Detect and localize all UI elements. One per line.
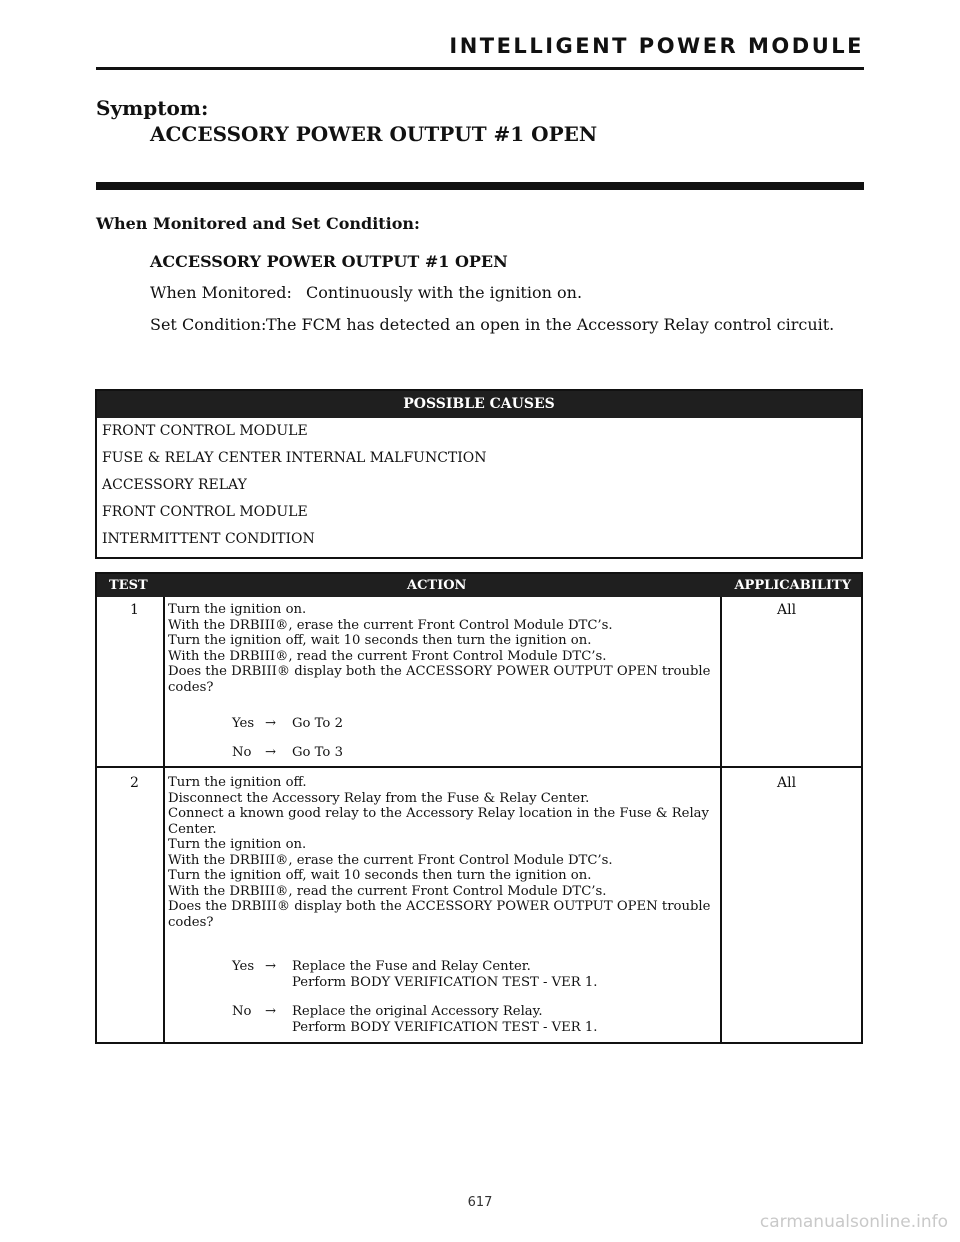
test-number: 2 — [130, 775, 139, 791]
test-applicability: All — [777, 602, 797, 618]
answer-label: Yes — [232, 959, 255, 974]
column-divider — [163, 597, 165, 1042]
action-line: Does the DRBIII® display both the ACCESSORY POWER OUTPUT OPEN trouble — [168, 664, 711, 679]
column-divider — [720, 597, 722, 1042]
action-line: Center. — [168, 821, 217, 837]
action-line: With the DRBIII®, read the current Front Control Module DTC’s. — [168, 883, 607, 899]
action-line: Turn the ignition off, wait 10 seconds then turn the ignition on. — [168, 868, 592, 883]
answer-result: Go To 2 — [292, 716, 343, 731]
header-rule — [96, 67, 864, 70]
cause-item: FRONT CONTROL MODULE — [102, 423, 308, 439]
possible-causes-table — [95, 389, 863, 559]
cause-item: FUSE & RELAY CENTER INTERNAL MALFUNCTION — [102, 450, 487, 466]
action-line: codes? — [168, 914, 214, 930]
action-line: Disconnect the Accessory Relay from the Fuse & Relay Center. — [168, 790, 590, 806]
test-action-table — [95, 572, 863, 1044]
answer-yes — [232, 716, 343, 732]
answer-no — [232, 1004, 597, 1035]
test-applicability: All — [777, 775, 797, 791]
action-line: Does the DRBIII® display both the ACCESSORY POWER OUTPUT OPEN trouble — [168, 899, 711, 914]
col-applicability-header: APPLICABILITY — [734, 578, 851, 593]
answer-result: Perform BODY VERIFICATION TEST - VER 1. — [292, 1019, 598, 1035]
action-line: codes? — [168, 679, 214, 695]
answer-no — [232, 745, 343, 761]
page-number: 617 — [467, 1195, 493, 1210]
conditions-title: ACCESSORY POWER OUTPUT #1 OPEN — [150, 252, 508, 271]
cause-item: FRONT CONTROL MODULE — [102, 504, 308, 520]
action-line: Turn the ignition off. — [168, 775, 307, 790]
row-divider — [97, 766, 861, 768]
arrow-icon: → — [265, 959, 277, 974]
cause-item: INTERMITTENT CONDITION — [102, 531, 315, 547]
possible-causes-heading: POSSIBLE CAUSES — [97, 391, 861, 418]
cause-item: ACCESSORY RELAY — [102, 477, 247, 493]
action-line: With the DRBIII®, read the current Front Control Module DTC’s. — [168, 648, 607, 664]
arrow-icon: → — [265, 1004, 277, 1019]
when-monitored-value: Continuously with the ignition on. — [306, 283, 583, 302]
arrow-icon: → — [265, 716, 277, 731]
answer-label: Yes — [232, 716, 255, 731]
answer-result: Go To 3 — [292, 745, 343, 760]
answer-label: No — [232, 745, 252, 760]
section-divider — [96, 182, 864, 190]
test-action — [168, 602, 718, 695]
action-line: Turn the ignition on. — [168, 837, 307, 852]
watermark: carmanualsonline.info — [759, 1212, 948, 1232]
answer-result: Replace the original Accessory Relay. — [292, 1004, 543, 1019]
action-line: With the DRBIII®, erase the current Front Control Module DTC’s. — [168, 617, 613, 633]
set-condition-value: The FCM has detected an open in the Accessory Relay control circuit. — [266, 315, 835, 334]
conditions-heading: When Monitored and Set Condition: — [96, 214, 420, 233]
answer-label: No — [232, 1004, 252, 1019]
answer-result: Replace the Fuse and Relay Center. — [292, 959, 531, 974]
page-header-title: INTELLIGENT POWER MODULE — [449, 34, 864, 58]
test-table-header — [97, 574, 861, 597]
set-condition-label: Set Condition: — [150, 315, 267, 334]
test-action — [168, 775, 718, 930]
arrow-icon: → — [265, 745, 277, 760]
symptom-name: ACCESSORY POWER OUTPUT #1 OPEN — [150, 122, 598, 146]
action-line: With the DRBIII®, erase the current Front Control Module DTC’s. — [168, 852, 613, 868]
test-number: 1 — [130, 602, 139, 618]
action-line: Turn the ignition on. — [168, 602, 307, 617]
col-action-header: ACTION — [407, 578, 467, 593]
action-line: Connect a known good relay to the Accessory Relay location in the Fuse & Relay — [168, 806, 709, 821]
col-test-header: TEST — [109, 578, 148, 593]
set-condition-line — [150, 315, 834, 334]
answer-result: Perform BODY VERIFICATION TEST - VER 1. — [292, 974, 598, 990]
action-line: Turn the ignition off, wait 10 seconds then turn the ignition on. — [168, 633, 592, 648]
answer-yes — [232, 959, 597, 990]
symptom-label: Symptom: — [96, 96, 209, 120]
when-monitored-line — [150, 283, 582, 302]
when-monitored-label: When Monitored: — [150, 283, 292, 302]
